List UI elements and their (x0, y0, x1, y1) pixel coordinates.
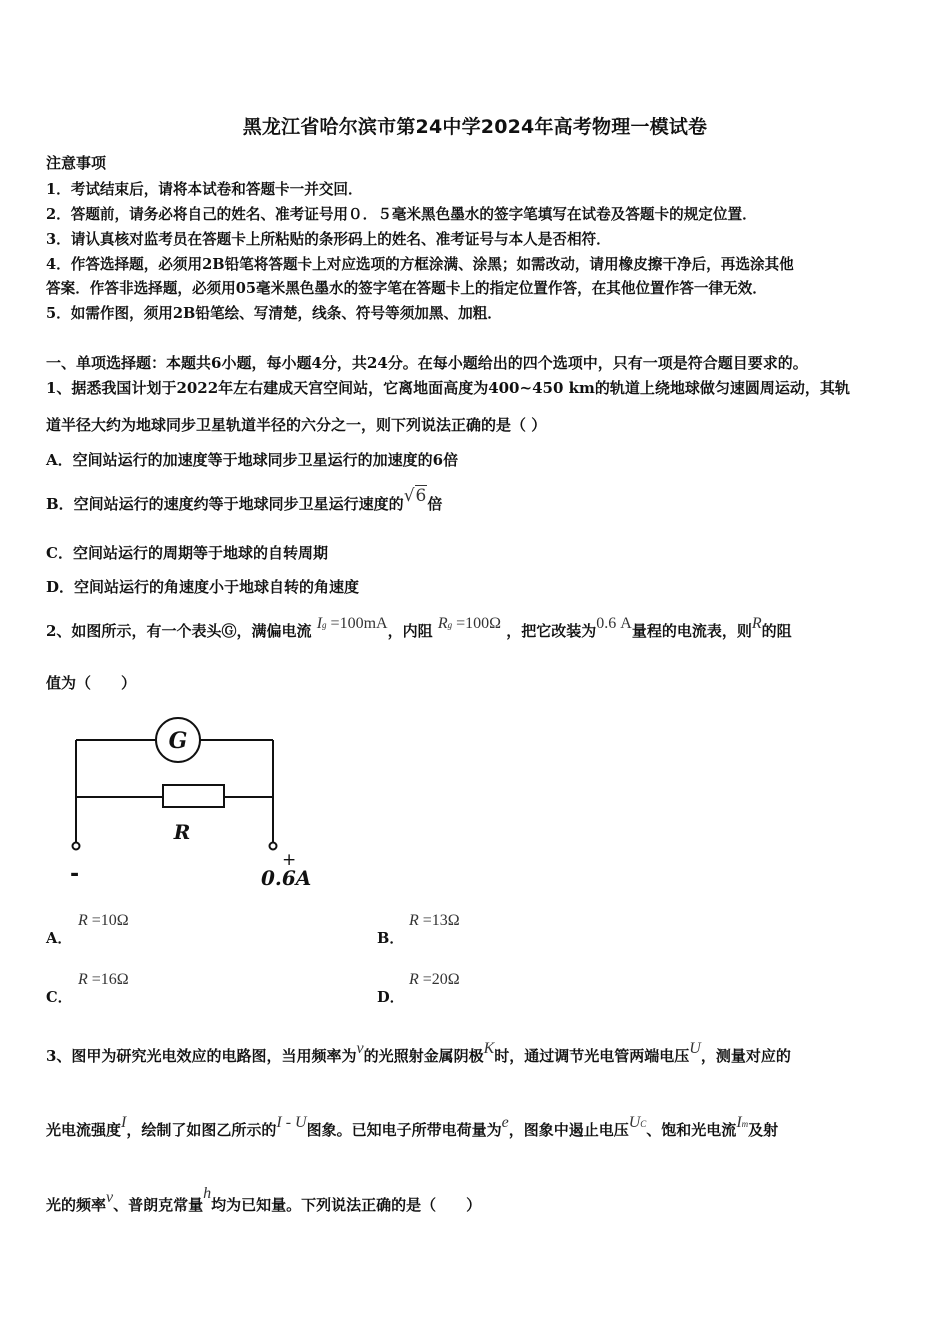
circuit-diagram (58, 715, 328, 895)
q3-text: 光的频率 (46, 1196, 107, 1214)
range-label: 0.6A (261, 866, 312, 890)
q3-stem-line1 (46, 1040, 791, 1066)
q1-option-a: A．空间站运行的加速度等于地球同步卫星运行的加速度的6倍 (46, 451, 459, 469)
q1-stem-line1: 1、据悉我国计划于2022年左右建成天宫空间站，它离地面高度为400~450 km的轨道上绕地球做匀速圆周运动，其轨 (46, 379, 850, 397)
q3-text: 时，通过调节光电管两端电压 (494, 1047, 690, 1065)
q2-stem-line2: 值为（ ） (46, 674, 137, 692)
notice-heading: 注意事项 (46, 154, 107, 172)
rg-value: =100Ω (456, 615, 502, 632)
terminal-minus (73, 843, 80, 850)
sqrt-radicand: 6 (415, 486, 427, 506)
voltage-symbol: U (689, 1040, 701, 1057)
sqrt-expression: √6 (403, 486, 427, 506)
cathode-symbol: K (483, 1040, 495, 1057)
notice-item: 4．作答选择题，必须用2B铅笔将答题卡上对应选项的方框涂满、涂黑；如需改动，请用橡皮擦干净后，再选涂其他 (46, 256, 794, 273)
q1-option-d: D．空间站运行的角速度小于地球自转的角速度 (46, 578, 360, 596)
terminal-plus (270, 843, 277, 850)
r-symbol: R (751, 615, 762, 632)
q2-option-c (78, 971, 129, 989)
ig-symbol: I (316, 615, 323, 632)
ig-expression (317, 615, 388, 632)
page-title: 黑龙江省哈尔滨市第24中学2024年高考物理一模试卷 (242, 116, 708, 138)
q2-option-d (409, 971, 460, 989)
range-value: 0.6 A (596, 615, 632, 632)
q2-text: ，把它改装为 (506, 622, 597, 640)
option-value: =16Ω (91, 971, 129, 988)
option-symbol: R (78, 971, 88, 988)
current-symbol: I (121, 1114, 127, 1131)
plus-label: + (282, 850, 297, 870)
q3-text: 图象。已知电子所带电荷量为 (306, 1121, 502, 1139)
iu-expression: I - U (276, 1114, 307, 1131)
rg-symbol: R (437, 615, 448, 632)
option-value: =10Ω (91, 912, 129, 929)
resistor-body (163, 785, 224, 807)
q3-text: ，测量对应的 (700, 1047, 791, 1065)
frequency-symbol: v (106, 1189, 114, 1206)
ig-subscript: g (322, 620, 327, 630)
q3-text: 、饱和光电流 (646, 1121, 737, 1139)
q2-option-b-letter: B． (377, 930, 404, 947)
galvanometer-symbol: Ⓖ (221, 622, 237, 640)
notice-item: 答案．作答非选择题，必须用05毫米黑色墨水的签字笔在答题卡上的指定位置作答，在其他位置作答一律无效． (46, 280, 767, 297)
notice-item: 2．答题前，请务必将自己的姓名、准考证号用０．５毫米黑色墨水的签字笔填写在试卷及答题卡的规定位置． (46, 206, 757, 223)
option-symbol: R (78, 912, 88, 929)
option-value: =20Ω (422, 971, 460, 988)
q3-text: ，绘制了如图乙所示的 (126, 1121, 277, 1139)
q2-text: 2、如图所示，有一个表头 (46, 622, 222, 640)
q2-option-a-letter: A． (46, 930, 72, 947)
notice-item: 3．请认真核对监考员在答题卡上所粘贴的条形码上的姓名、准考证号与本人是否相符． (46, 231, 611, 248)
minus-label: - (70, 862, 80, 887)
uc-subscript: C (640, 1119, 647, 1129)
galvanometer-label: G (168, 728, 188, 754)
q2-text: ，满偏电流 (236, 622, 312, 640)
charge-symbol: e (501, 1114, 509, 1131)
q2-text: ，内阻 (387, 622, 433, 640)
option-symbol: R (409, 971, 419, 988)
im-symbol: I (736, 1114, 742, 1131)
uc-expression (629, 1114, 647, 1131)
section-heading: 一、单项选择题：本题共6小题，每小题4分，共24分。在每小题给出的四个选项中，只有一项是符合题目要求的。 (46, 354, 808, 372)
uc-symbol: U (628, 1114, 641, 1131)
q3-text: 及射 (748, 1121, 779, 1139)
q3-text: ，图象中遏止电压 (508, 1121, 629, 1139)
q1-option-b-suffix: 倍 (427, 495, 443, 513)
resistor-label: R (173, 820, 191, 844)
q2-option-c-letter: C． (46, 989, 73, 1006)
im-subscript: m (741, 1119, 749, 1129)
option-symbol: R (409, 912, 419, 929)
q1-option-b (46, 486, 443, 514)
q2-option-b (409, 912, 460, 930)
rg-subscript: g (447, 620, 453, 630)
q2-text: 量程的电流表，则 (631, 622, 752, 640)
rg-expression (438, 615, 501, 632)
q2-option-d-letter: D． (377, 989, 405, 1006)
notice-item: 5．如需作图，须用2B铅笔绘、写清楚，线条、符号等须加黑、加粗． (46, 305, 502, 322)
q3-text: 、普朗克常量 (113, 1196, 204, 1214)
q2-stem-line1 (46, 615, 792, 641)
q2-text: 的阻 (761, 622, 792, 640)
frequency-symbol: v (356, 1040, 364, 1057)
im-expression (736, 1114, 748, 1131)
q2-option-a (78, 912, 129, 930)
q1-option-c: C．空间站运行的周期等于地球的自转周期 (46, 544, 328, 562)
ig-value: =100mA (330, 615, 388, 632)
q3-stem-line2 (46, 1114, 779, 1140)
q1-option-b-text: B．空间站运行的速度约等于地球同步卫星运行速度的 (46, 495, 404, 513)
q3-text: 的光照射金属阴极 (363, 1047, 484, 1065)
q1-stem-line2: 道半径大约为地球同步卫星轨道半径的六分之一，则下列说法正确的是（ ） (46, 416, 547, 434)
q3-text: 均为已知量。下列说法正确的是（ ） (211, 1196, 482, 1214)
q3-text: 光电流强度 (46, 1121, 122, 1139)
option-value: =13Ω (422, 912, 460, 929)
notice-item: 1．考试结束后，请将本试卷和答题卡一并交回． (46, 181, 363, 198)
q3-stem-line3 (46, 1185, 482, 1215)
q3-text: 3、图甲为研究光电效应的电路图，当用频率为 (46, 1047, 357, 1065)
planck-symbol: h (203, 1185, 212, 1202)
